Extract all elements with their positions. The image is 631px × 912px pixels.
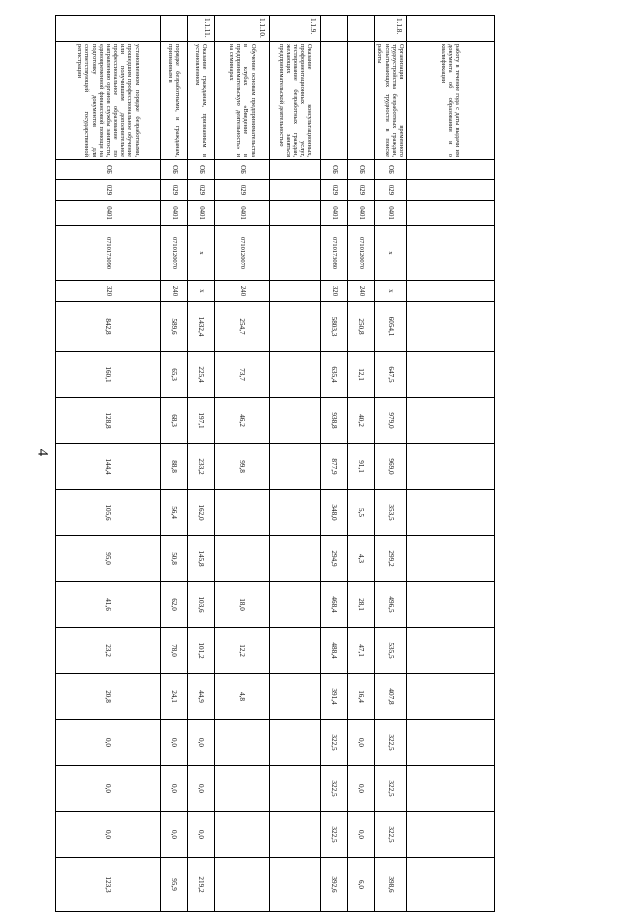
value-cell [270, 674, 321, 720]
table-row [321, 16, 348, 912]
value-cell [215, 490, 270, 536]
code-vr: 240 [215, 281, 270, 302]
code-csr: 0710120070 [348, 226, 375, 281]
row-number: 1.1.10. [215, 16, 270, 42]
code-vr: х [375, 281, 407, 302]
value-cell: 496,5 [375, 582, 407, 628]
funding-source: ОБ [56, 160, 161, 180]
value-cell: 6054,1 [375, 302, 407, 352]
document-page [76, 15, 495, 893]
value-cell [407, 398, 495, 444]
value-cell: 348,0 [321, 490, 348, 536]
table-row [161, 16, 188, 912]
value-cell: 635,4 [321, 352, 348, 398]
code-csr [270, 226, 321, 281]
page-number: 4 [34, 448, 51, 457]
code-rzpr: 0401 [348, 201, 375, 226]
value-cell: 12,2 [215, 628, 270, 674]
value-cell: 47,1 [348, 628, 375, 674]
row-number [161, 16, 188, 42]
row-description [348, 42, 375, 160]
code-grbs: 029 [348, 180, 375, 201]
row-description: Оказание консультационных, профориентационных услуг, тестирование безработных граждан, желающих заняться предпринимательской деятельностью [270, 42, 321, 160]
budget-table [55, 15, 495, 912]
value-cell [407, 444, 495, 490]
row-number [56, 16, 161, 42]
value-cell: 488,4 [321, 628, 348, 674]
value-cell: 294,9 [321, 536, 348, 582]
code-csr [407, 226, 495, 281]
code-rzpr: 0401 [161, 201, 188, 226]
funding-source [407, 160, 495, 180]
table-row [215, 16, 270, 912]
row-description: Организация временного трудоустройства безработных граждан, испытывающих трудности в поиске работы [375, 42, 407, 160]
code-grbs: 029 [215, 180, 270, 201]
row-description: работу в течение года с даты выдачи им документа об образовании и о квалификации [407, 42, 495, 160]
value-cell [215, 812, 270, 858]
value-cell [215, 536, 270, 582]
value-cell [270, 720, 321, 766]
value-cell: 0,0 [348, 720, 375, 766]
value-cell: 78,0 [161, 628, 188, 674]
value-cell: 877,9 [321, 444, 348, 490]
row-number: 1.1.8. [375, 16, 407, 42]
value-cell: 254,7 [215, 302, 270, 352]
value-cell: 407,8 [375, 674, 407, 720]
table-row [348, 16, 375, 912]
value-cell: 4,8 [215, 674, 270, 720]
value-cell: 225,4 [188, 352, 215, 398]
value-cell: 68,3 [161, 398, 188, 444]
table-row [375, 16, 407, 912]
value-cell [215, 766, 270, 812]
value-cell [407, 766, 495, 812]
value-cell [407, 812, 495, 858]
value-cell: 391,4 [321, 674, 348, 720]
value-cell: 123,3 [56, 858, 161, 912]
row-description: Оказание гражданам, признанным в установленном [188, 42, 215, 160]
code-grbs [407, 180, 495, 201]
value-cell: 589,6 [161, 302, 188, 352]
table-row [56, 16, 161, 912]
value-cell: 23,2 [56, 628, 161, 674]
value-cell: 16,4 [348, 674, 375, 720]
value-cell [270, 812, 321, 858]
value-cell [270, 858, 321, 912]
value-cell: 299,2 [375, 536, 407, 582]
row-description: Обучение основам предпринимательства в клубах «Введение в предпринимательскую деятельность» и на семинарах [215, 42, 270, 160]
value-cell [215, 720, 270, 766]
code-rzpr: 0401 [321, 201, 348, 226]
value-cell: 18,0 [215, 582, 270, 628]
value-cell: 24,1 [161, 674, 188, 720]
code-grbs: 029 [161, 180, 188, 201]
value-cell [270, 766, 321, 812]
value-cell: 99,8 [215, 444, 270, 490]
value-cell: 0,0 [56, 766, 161, 812]
code-rzpr [407, 201, 495, 226]
value-cell: 12,1 [348, 352, 375, 398]
value-cell: 88,8 [161, 444, 188, 490]
value-cell [270, 302, 321, 352]
code-grbs: 029 [56, 180, 161, 201]
code-rzpr: 0401 [375, 201, 407, 226]
value-cell: 0,0 [161, 812, 188, 858]
value-cell: 95,0 [56, 536, 161, 582]
value-cell: 5803,3 [321, 302, 348, 352]
value-cell: 0,0 [56, 720, 161, 766]
value-cell: 969,0 [375, 444, 407, 490]
value-cell: 392,6 [321, 858, 348, 912]
value-cell: 842,8 [56, 302, 161, 352]
row-number [407, 16, 495, 42]
row-description: порядке безработными, и гражданам, признанным в [161, 42, 188, 160]
value-cell: 938,8 [321, 398, 348, 444]
value-cell: 0,0 [161, 720, 188, 766]
value-cell: 128,8 [56, 398, 161, 444]
code-csr: 0710120070 [161, 226, 188, 281]
value-cell: 62,0 [161, 582, 188, 628]
value-cell: 41,6 [56, 582, 161, 628]
value-cell: 0,0 [161, 766, 188, 812]
value-cell: 0,0 [188, 720, 215, 766]
value-cell: 322,5 [375, 720, 407, 766]
value-cell: 95,9 [161, 858, 188, 912]
table-row [270, 16, 321, 912]
code-vr: х [188, 281, 215, 302]
code-csr: х [188, 226, 215, 281]
value-cell: 46,2 [215, 398, 270, 444]
value-cell: 398,6 [375, 858, 407, 912]
value-cell: 468,4 [321, 582, 348, 628]
value-cell: 103,6 [188, 582, 215, 628]
value-cell: 56,4 [161, 490, 188, 536]
row-description [321, 42, 348, 160]
funding-source [270, 160, 321, 180]
value-cell: 105,6 [56, 490, 161, 536]
code-rzpr: 0401 [215, 201, 270, 226]
row-number [321, 16, 348, 42]
funding-source: ОБ [188, 160, 215, 180]
value-cell: 322,5 [321, 812, 348, 858]
value-cell: 6,0 [348, 858, 375, 912]
funding-source: ОБ [161, 160, 188, 180]
value-cell [407, 858, 495, 912]
rotated-table-wrapper [76, 15, 495, 893]
funding-source: ОБ [215, 160, 270, 180]
value-cell [407, 536, 495, 582]
code-vr [407, 281, 495, 302]
value-cell [270, 582, 321, 628]
value-cell: 44,9 [188, 674, 215, 720]
code-csr: х [375, 226, 407, 281]
code-csr: 0710173080 [321, 226, 348, 281]
code-rzpr [270, 201, 321, 226]
value-cell: 0,0 [188, 766, 215, 812]
row-number: 1.1.11. [188, 16, 215, 42]
value-cell: 0,0 [348, 766, 375, 812]
value-cell [270, 628, 321, 674]
code-grbs: 029 [375, 180, 407, 201]
value-cell [270, 352, 321, 398]
value-cell: 91,1 [348, 444, 375, 490]
value-cell [270, 398, 321, 444]
value-cell [407, 720, 495, 766]
table-row [407, 16, 495, 912]
value-cell: 1432,4 [188, 302, 215, 352]
value-cell: 647,5 [375, 352, 407, 398]
value-cell: 0,0 [348, 812, 375, 858]
code-vr: 240 [348, 281, 375, 302]
code-rzpr: 0401 [188, 201, 215, 226]
value-cell: 73,7 [215, 352, 270, 398]
row-number: 1.1.9. [270, 16, 321, 42]
value-cell: 101,2 [188, 628, 215, 674]
value-cell: 145,8 [188, 536, 215, 582]
value-cell [270, 536, 321, 582]
value-cell [270, 444, 321, 490]
value-cell: 353,5 [375, 490, 407, 536]
value-cell: 162,0 [188, 490, 215, 536]
value-cell [407, 490, 495, 536]
value-cell: 322,5 [375, 812, 407, 858]
row-number [348, 16, 375, 42]
code-grbs: 029 [321, 180, 348, 201]
value-cell: 5,5 [348, 490, 375, 536]
value-cell: 535,5 [375, 628, 407, 674]
value-cell: 65,3 [161, 352, 188, 398]
value-cell: 322,5 [321, 720, 348, 766]
code-vr: 240 [161, 281, 188, 302]
value-cell [215, 858, 270, 912]
code-csr: 0710120070 [215, 226, 270, 281]
value-cell: 20,8 [56, 674, 161, 720]
value-cell: 197,1 [188, 398, 215, 444]
value-cell: 40,2 [348, 398, 375, 444]
code-rzpr: 0401 [56, 201, 161, 226]
value-cell [407, 352, 495, 398]
code-vr: 320 [321, 281, 348, 302]
funding-source: ОБ [348, 160, 375, 180]
value-cell [270, 490, 321, 536]
value-cell [407, 302, 495, 352]
value-cell [407, 628, 495, 674]
value-cell: 0,0 [188, 812, 215, 858]
value-cell: 979,0 [375, 398, 407, 444]
value-cell: 219,2 [188, 858, 215, 912]
value-cell [407, 582, 495, 628]
value-cell: 4,3 [348, 536, 375, 582]
value-cell [407, 674, 495, 720]
row-description: установленном порядке безработными, прошедшим профессиональное обучение или получившим дополнительное профессиональное образование по направлению органов службы занятости, единовременной финансовой помощи на подготовку документов для соответствующей государственной регистрации [56, 42, 161, 160]
code-csr: 0710173090 [56, 226, 161, 281]
code-grbs: 029 [188, 180, 215, 201]
value-cell: 28,1 [348, 582, 375, 628]
table-row [188, 16, 215, 912]
code-vr: 320 [56, 281, 161, 302]
funding-source: ОБ [375, 160, 407, 180]
funding-source: ОБ [321, 160, 348, 180]
value-cell: 322,5 [321, 766, 348, 812]
value-cell: 322,5 [375, 766, 407, 812]
value-cell: 0,0 [56, 812, 161, 858]
value-cell: 144,4 [56, 444, 161, 490]
value-cell: 160,1 [56, 352, 161, 398]
code-grbs [270, 180, 321, 201]
value-cell: 233,2 [188, 444, 215, 490]
value-cell: 50,8 [161, 536, 188, 582]
value-cell: 250,8 [348, 302, 375, 352]
code-vr [270, 281, 321, 302]
